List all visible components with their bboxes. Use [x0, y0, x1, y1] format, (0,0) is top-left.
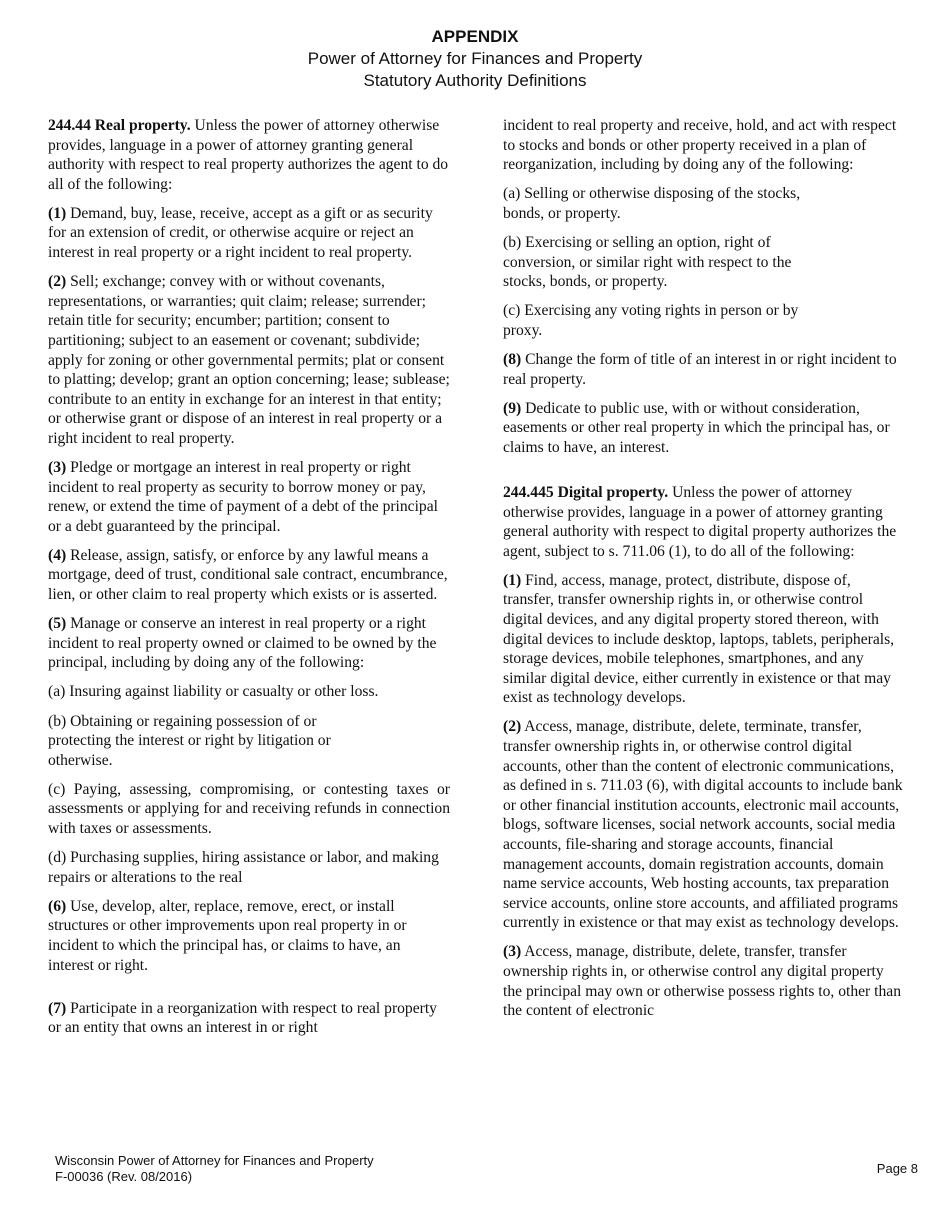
real-property-item-4: (4) Release, assign, satisfy, or enforce by any lawful means a mortgage, deed of trust, conditional sale contract, encumbrance, lien, or other claim to real property which exists or is asserted.	[48, 546, 448, 604]
page-header	[0, 26, 950, 92]
real-property-item-5c: (c) Paying, assessing, compromising, or contesting taxes or assessments or applying for and receiving refunds in connection with taxes or assessments.	[48, 780, 450, 837]
real-property-item-9: (9) Dedicate to public use, with or without consideration, easements or other real property in which the principal has, or claims to have, an interest.	[503, 399, 890, 456]
real-property-item-5a: (a) Insuring against liability or casualty or other loss.	[48, 683, 379, 701]
appendix-title: APPENDIX	[431, 27, 519, 46]
left-column	[48, 116, 450, 1047]
digital-property-item-3: (3) Access, manage, distribute, delete, transfer, transfer ownership rights in, or otherwise control any digital property the principal may own or otherwise possess rights to, other than the content of electronic	[503, 943, 901, 1020]
section-heading-real-property: 244.44 Real property.	[48, 117, 191, 134]
real-property-item-1: (1) Demand, buy, lease, receive, accept as a gift or as security for an extension of credit, or otherwise acquire or reject an interest in real property or a right incident to real property.	[48, 204, 433, 262]
real-property-item-7b: (b) Exercising or selling an option, right of conversion, or similar right with respect to the stocks, bonds, or property.	[503, 233, 792, 291]
real-property-item-5b: (b) Obtaining or regaining possession of or protecting the interest or right by litigation or otherwise.	[48, 712, 331, 769]
section-title: Statutory Authority Definitions	[363, 71, 587, 90]
real-property-intro: 244.44 Real property. Unless the power of attorney otherwise provides, language in a power of attorney granting general authority with respect to real property authorizes the agent to do all of the following:	[48, 117, 449, 193]
real-property-item-5: (5) Manage or conserve an interest in real property or a right incident to real property owned or claimed to be owned by the principal, including by doing any of the following:	[48, 615, 437, 672]
right-column	[503, 116, 903, 1030]
real-property-item-6: (6) Use, develop, alter, replace, remove, erect, or install structures or other improvements upon real property in or incident to which the principal has, or claims to have, an interest or right.	[48, 897, 407, 974]
footer-form-title: Wisconsin Power of Attorney for Finances and Property	[55, 1153, 374, 1168]
digital-property-item-1: (1) Find, access, manage, protect, distribute, dispose of, transfer, transfer ownership rights in, or otherwise control digital devices, and any digital property stored thereon, with digital devices to include desktop, laptops, tablets, peripherals, storage devices, mobile telephones, smartphones, and any similar digital device, either currently in existence or that may exist as technology develops.	[503, 571, 895, 707]
spacer	[503, 467, 903, 483]
real-property-item-2: (2) Sell; exchange; convey with or without covenants, representations, or warranties; quit claim; release; surrender; retain title for security; encumber; partition; consent to partitioning; subject to an easement or covenant; subdivide; apply for zoning or other governmental permits; plat or consent to platting; develop; grant an option concerning; lease; sublease; contribute to an entity in exchange for an interest in that entity; or otherwise grant or dispose of an interest in real property or a right incident to real property.	[48, 273, 450, 447]
real-property-item-8: (8) Change the form of title of an interest in or right incident to real property.	[503, 350, 897, 388]
real-property-item-3: (3) Pledge or mortgage an interest in real property or right incident to real property as security to borrow money or pay, renew, or extend the time of payment of a debt of the principal or a debt guaranteed by the principal.	[48, 459, 438, 535]
document-title: Power of Attorney for Finances and Property	[307, 49, 643, 68]
spacer	[48, 985, 450, 999]
page-number: Page 8	[876, 1161, 918, 1176]
digital-property-intro: 244.445 Digital property. Unless the power of attorney otherwise provides, language in a power of attorney granting general authority with respect to digital property authorizes the agent, subject to s. 711.06 (1), to do all of the following:	[503, 483, 897, 560]
real-property-item-7-continued: incident to real property and receive, hold, and act with respect to stocks and bonds or other property received in a plan of reorganization, including by doing any of the following:	[503, 117, 897, 174]
real-property-item-7c: (c) Exercising any voting rights in person or by proxy.	[503, 302, 799, 339]
real-property-item-7: (7) Participate in a reorganization with respect to real property or an entity that owns an interest in or right	[48, 999, 437, 1037]
digital-property-item-2: (2) Access, manage, distribute, delete, terminate, transfer, transfer ownership rights in, or otherwise control digital accounts, other than the content of electronic communications, as defined in s. 711.03 (6), with digital accounts to include bank or other financial institution accounts, electronic mail accounts, blogs, software licenses, social network accounts, social media accounts, file-sharing and storage accounts, financial management accounts, domain registration accounts, domain name service accounts, Web hosting accounts, tax preparation service accounts, online store accounts, and affiliated programs currently in existence or that may exist as technology develops.	[503, 718, 903, 932]
section-heading-digital-property: 244.445 Digital property.	[503, 483, 669, 501]
footer-form-number: F-00036 (Rev. 08/2016)	[55, 1169, 193, 1184]
footer-form-info	[55, 1153, 374, 1185]
real-property-item-5d: (d) Purchasing supplies, hiring assistance or labor, and making repairs or alterations to the real	[48, 849, 439, 886]
real-property-item-7a: (a) Selling or otherwise disposing of the stocks, bonds, or property.	[503, 185, 801, 222]
